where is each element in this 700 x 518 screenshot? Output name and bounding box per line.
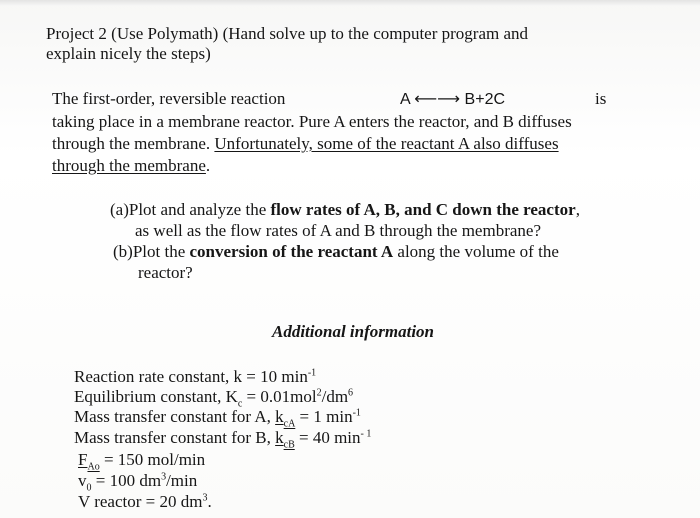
question-b-label: (b) [113, 242, 133, 261]
mass-transfer-a: Mass transfer constant for A, $k_{cA} = 1$ $\min^{-1}$ [74, 407, 361, 430]
additional-info-heading: Additional information [272, 322, 435, 341]
intro-is: is [595, 89, 607, 108]
intro-line-3: through the membrane. Unfortunately, some of the reactant A also diffuses [52, 134, 559, 153]
rate-constant: Reaction rate constant, k = 10 $\min^{-1}$ [74, 367, 317, 386]
mass-transfer-b: Mass transfer constant for B, $k_{cB} = 40$ $\min^{- 1}$ [74, 428, 372, 451]
question-a-label: (a) [110, 200, 129, 219]
question-b-line-2: reactor? [138, 263, 193, 282]
equilibrium-constant: Equilibrium constant, $K_c = 0.01mol^2/dm^6$ [74, 387, 354, 410]
underlined-warning: Unfortunately, some of the reactant A also diffuses [214, 134, 559, 153]
feed-flow-rate-a: $F_{Ao} = 150$ mol/min [78, 450, 206, 473]
intro-line-4: through the membrane. [52, 156, 211, 175]
reaction-equation: A ⟵⟶ B+2C [400, 91, 506, 108]
project-title-line-1: Project 2 (Use Polymath) (Hand solve up to the computer program and [46, 24, 529, 43]
top-shadow [0, 0, 700, 6]
question-b-line-1: (b)Plot the conversion of the reactant A along the volume of the [113, 242, 559, 261]
project-title-line-2: explain nicely the steps) [46, 44, 211, 63]
intro-lead: The first-order, reversible reaction [52, 89, 286, 108]
intro-line-2: taking place in a membrane reactor. Pure A enters the reactor, and B diffuses [52, 112, 572, 131]
question-a-line-1: (a)Plot and analyze the flow rates of A, B, and C down the reactor, [110, 200, 580, 219]
volumetric-flow-rate: $v_0 = 100$ $dm^3/\min$ [78, 471, 198, 494]
reactor-volume: V reactor = 20 $dm^3$. [78, 492, 212, 511]
underlined-warning-end: through the membrane [52, 156, 206, 175]
question-a-line-2: as well as the flow rates of A and B through the membrane? [135, 221, 541, 240]
